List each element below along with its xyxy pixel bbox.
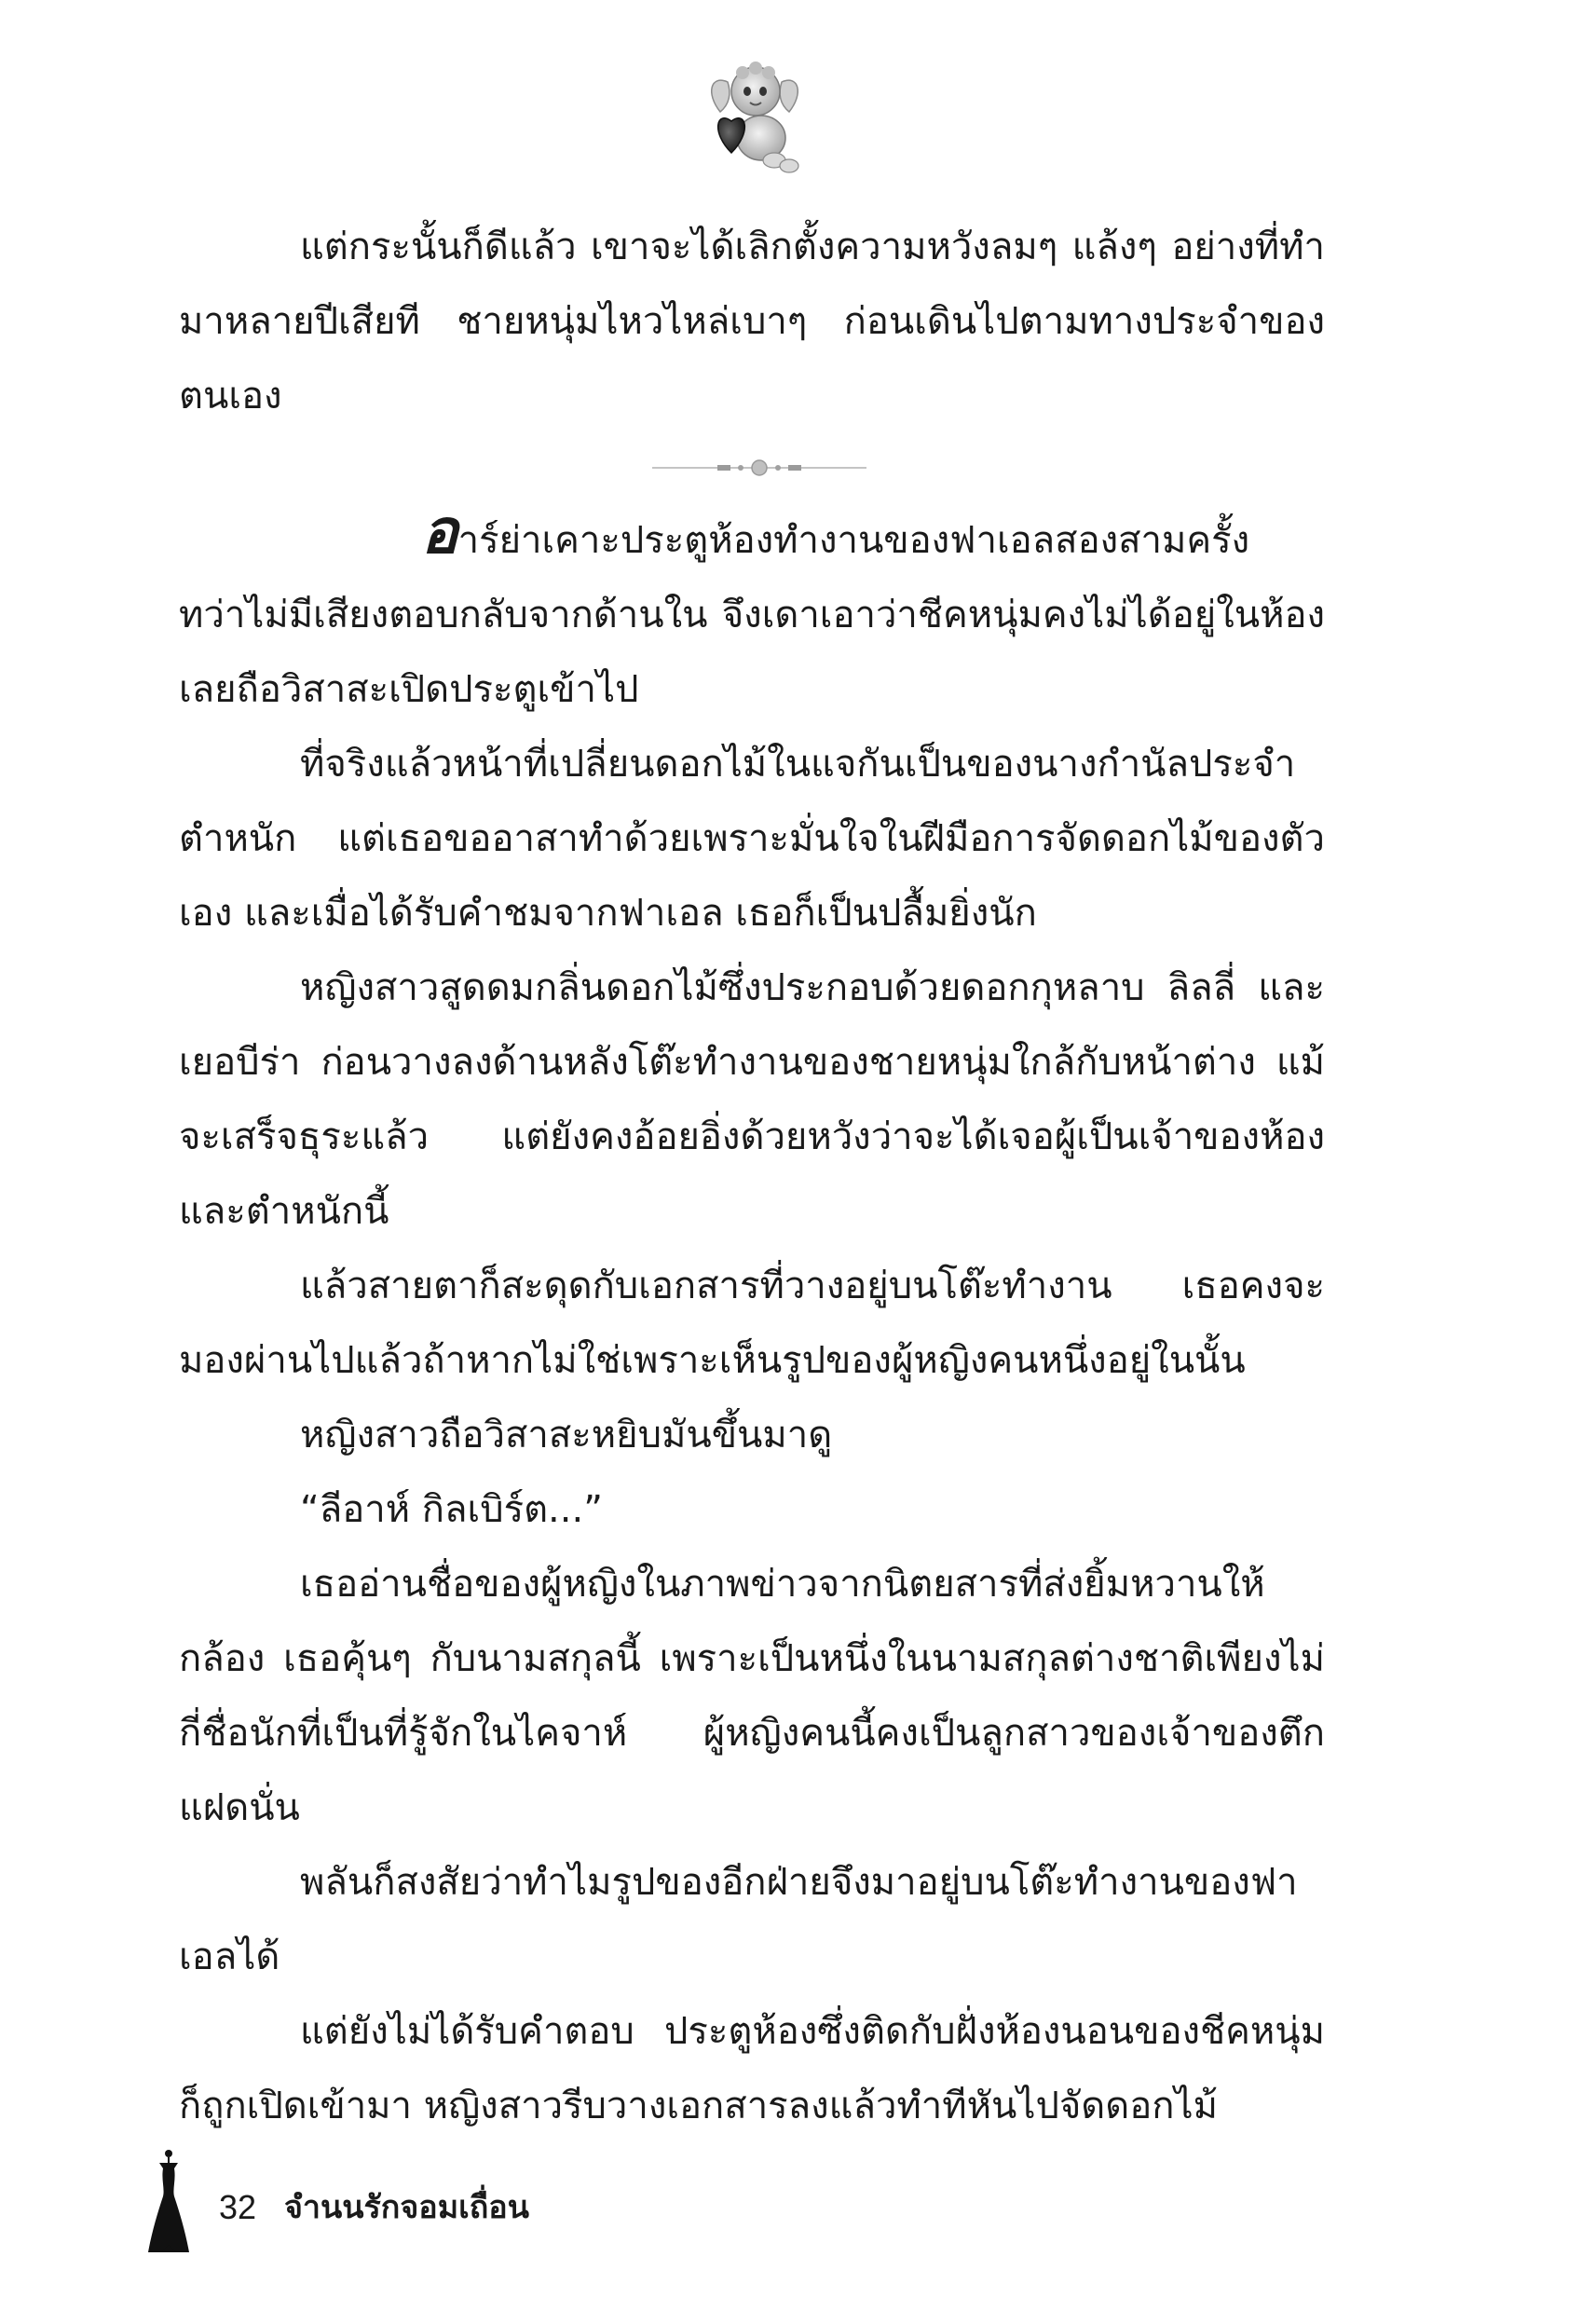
paragraph: แต่กระนั้นก็ดีแล้ว เขาจะได้เลิกตั้งความหวังลมๆ แล้งๆ อย่างที่ทำมาหลายปีเสียที ชายหนุ่มไหวไหล่เบาๆ ก่อนเดินไปตามทางประจำของตนเอง bbox=[179, 226, 1325, 417]
page-footer bbox=[144, 2148, 703, 2260]
paragraph: หญิงสาวสูดดมกลิ่นดอกไม้ซึ่งประกอบด้วยดอกกุหลาบ ลิลลี่ และเยอบีร่า ก่อนวางลงด้านหลังโต๊ะทำงานของชายหนุ่มใกล้กับหน้าต่าง แม้จะเสร็จธุระแล้ว แต่ยังคงอ้อยอิ่งด้วยหวังว่าจะได้เจอผู้เป็นเจ้าของห้องและตำหนักนี้ bbox=[179, 966, 1325, 1233]
gown-mannequin-icon bbox=[144, 2148, 193, 2255]
paragraph-text: าร์ย่าเคาะประตูห้องทำงานของฟาเอลสองสามครั้ง ทว่าไม่มีเสียงตอบกลับจากด้านใน จึงเดาเอาว่าชีคหนุ่มคงไม่ได้อยู่ในห้องเลยถือวิสาสะเปิดประตูเข้าไป bbox=[179, 519, 1325, 711]
text-section-main bbox=[179, 496, 1325, 2143]
paragraph: หญิงสาวถือวิสาสะหยิบมันขึ้นมาดู bbox=[300, 1414, 833, 1456]
dialogue-line: “ลีอาห์ กิลเบิร์ต...” bbox=[300, 1488, 603, 1531]
paragraph: พลันก็สงสัยว่าทำไมรูปของอีกฝ่ายจึงมาอยู่บนโต๊ะทำงานของฟาเอลได้ bbox=[179, 1861, 1298, 1978]
section-divider-ornament bbox=[652, 457, 866, 479]
cupid-heart-icon bbox=[703, 56, 806, 177]
paragraph: แต่ยังไม่ได้รับคำตอบ ประตูห้องซึ่งติดกับฝั่งห้องนอนของชีคหนุ่มก็ถูกเปิดเข้ามา หญิงสาวรีบวางเอกสารลงแล้วทำทีหันไปจัดดอกไม้ bbox=[179, 2010, 1325, 2127]
drop-cap: อ bbox=[421, 496, 458, 567]
text-section-top bbox=[179, 210, 1325, 433]
paragraph-with-dropcap bbox=[179, 496, 1325, 727]
paragraph: แล้วสายตาก็สะดุดกับเอกสารที่วางอยู่บนโต๊ะทำงาน เธอคงจะมองผ่านไปแล้วถ้าหากไม่ใช่เพราะเห็นรูปของผู้หญิงคนหนึ่งอยู่ในนั้น bbox=[179, 1265, 1325, 1382]
paragraph: ที่จริงแล้วหน้าที่เปลี่ยนดอกไม้ในแจกันเป็นของนางกำนัลประจำตำหนัก แต่เธอขออาสาทำด้วยเพราะมั่นใจในฝีมือการจัดดอกไม้ของตัวเอง และเมื่อได้รับคำชมจากฟาเอล เธอก็เป็นปลื้มยิ่งนัก bbox=[179, 743, 1325, 935]
book-title: จำนนรักจอมเถื่อน bbox=[284, 2189, 529, 2226]
paragraph: เธออ่านชื่อของผู้หญิงในภาพข่าวจากนิตยสารที่ส่งยิ้มหวานให้กล้อง เธอคุ้นๆ กับนามสกุลนี้ เพราะเป็นหนึ่งในนามสกุลต่างชาติเพียงไม่กี่ชื่อนักที่เป็นที่รู้จักในไคจาห์ ผู้หญิงคนนี้คงเป็นลูกสาวของเจ้าของตึกแฝดนั่น bbox=[179, 1563, 1325, 1829]
page-number: 32 bbox=[219, 2188, 257, 2226]
